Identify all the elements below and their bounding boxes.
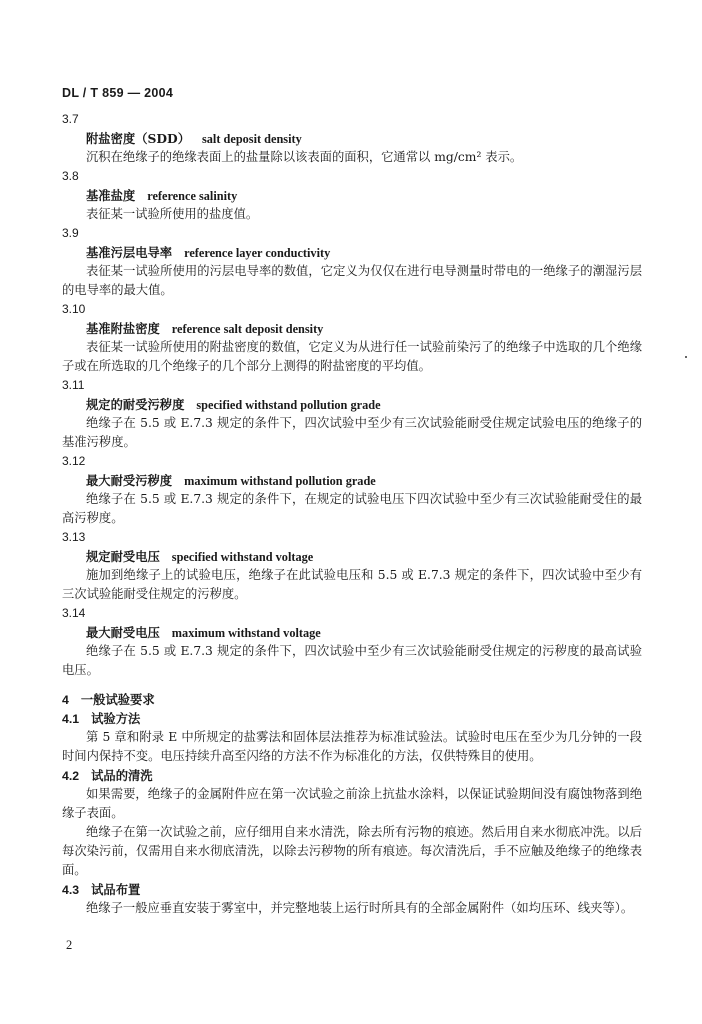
term-heading xyxy=(62,243,642,262)
definition-3-11 xyxy=(62,376,642,452)
term-en: maximum withstand voltage xyxy=(171,626,321,640)
definition-text: 表征某一试验所使用的盐度值。 xyxy=(86,207,259,221)
term-heading xyxy=(62,547,642,566)
clause-text: 第 5 章和附录 E 中所规定的盐雾法和固体层法推荐为标准试验法。试验时电压在至少为几分钟的一段时间内保持不变。电压持续升高至闪络的方法不作为标准化的方法，仅供特殊目的使用。 xyxy=(62,730,642,763)
term-heading xyxy=(62,471,642,490)
definition-text: 绝缘子在 5.5 或 E.7.3 规定的条件下，四次试验中至少有三次试验能耐受住规定试验电压的绝缘子的基准污秽度。 xyxy=(62,416,642,449)
term-cn: 附盐密度（SDD） xyxy=(86,131,190,146)
subclause-number: 4.3 xyxy=(62,883,80,897)
term-cn: 基准附盐密度 xyxy=(86,321,160,336)
clause-number: 3.7 xyxy=(62,112,79,126)
definition-text: 表征某一试验所使用的附盐密度的数值，它定义为从进行任一试验前染污了的绝缘子中选取的几个绝缘子或在所选取的几个绝缘子的几个部分上测得的附盐密度的平均值。 xyxy=(62,340,642,373)
definition-3-14 xyxy=(62,604,642,680)
clause-number: 3.12 xyxy=(62,454,86,468)
term-en: reference layer conductivity xyxy=(184,246,331,260)
term-en: specified withstand voltage xyxy=(171,550,314,564)
page-number: 2 xyxy=(66,938,73,952)
subclause-title: 试品布置 xyxy=(91,882,141,897)
clause-text: 绝缘子一般应垂直安装于雾室中，并完整地装上运行时所具有的全部金属附件（如均压环、线夹等）。 xyxy=(86,901,634,915)
document-body xyxy=(62,110,642,918)
subclause-number: 4.1 xyxy=(62,712,80,726)
term-cn: 基准污层电导率 xyxy=(86,245,173,260)
term-cn: 规定的耐受污秽度 xyxy=(86,397,185,412)
term-heading xyxy=(62,186,642,205)
term-cn: 规定耐受电压 xyxy=(86,549,160,564)
term-heading xyxy=(62,129,642,148)
definition-3-13 xyxy=(62,528,642,604)
scan-speck xyxy=(685,356,687,358)
definition-3-12 xyxy=(62,452,642,528)
definition-3-7 xyxy=(62,110,642,167)
term-en: maximum withstand pollution grade xyxy=(184,474,376,488)
term-cn: 最大耐受污秽度 xyxy=(86,473,173,488)
definition-3-10 xyxy=(62,300,642,376)
section-number: 4 xyxy=(62,693,69,707)
definition-text: 表征某一试验所使用的污层电导率的数值，它定义为仅仅在进行电导测量时带电的一绝缘子的潮湿污层的电导率的最大值。 xyxy=(62,264,642,297)
definition-text: 沉积在绝缘子的绝缘表面上的盐量除以该表面的面积，它通常以 mg/cm² 表示。 xyxy=(86,150,523,164)
subclause-heading xyxy=(62,709,642,728)
subclause-title: 试验方法 xyxy=(91,711,141,726)
subclause-heading xyxy=(62,880,642,899)
subclause-number: 4.2 xyxy=(62,769,80,783)
clause-number: 3.10 xyxy=(62,302,86,316)
definition-3-9 xyxy=(62,224,642,300)
term-heading xyxy=(62,395,642,414)
term-en: reference salinity xyxy=(147,189,238,203)
clause-text: 如果需要，绝缘子的金属附件应在第一次试验之前涂上抗盐水涂料，以保证试验期间没有腐蚀物落到绝缘子表面。 xyxy=(62,787,642,820)
section-title: 一般试验要求 xyxy=(80,692,155,707)
clause-4-1 xyxy=(62,709,642,766)
term-en: reference salt deposit density xyxy=(171,322,324,336)
term-cn: 基准盐度 xyxy=(86,188,136,203)
term-heading xyxy=(62,319,642,338)
clause-number: 3.9 xyxy=(62,226,79,240)
section-4-heading xyxy=(62,690,642,709)
clause-number: 3.8 xyxy=(62,169,79,183)
subclause-heading xyxy=(62,766,642,785)
definition-text: 绝缘子在 5.5 或 E.7.3 规定的条件下，四次试验中至少有三次试验能耐受住规定的污秽度的最高试验电压。 xyxy=(62,644,642,677)
definition-text: 施加到绝缘子上的试验电压，绝缘子在此试验电压和 5.5 或 E.7.3 规定的条件下，四次试验中至少有三次试验能耐受住规定的污秽度。 xyxy=(62,568,642,601)
clause-4-3 xyxy=(62,880,642,918)
standard-header: DL / T 859 — 2004 xyxy=(62,86,174,100)
clause-number: 3.14 xyxy=(62,606,86,620)
term-cn: 最大耐受电压 xyxy=(86,625,160,640)
term-en: salt deposit density xyxy=(202,132,302,146)
clause-text: 绝缘子在第一次试验之前，应仔细用自来水清洗，除去所有污物的痕迹。然后用自来水彻底冲洗。以后每次染污前，仅需用自来水彻底清洗，以除去污秽物的所有痕迹。每次清洗后，手不应触及绝缘子的绝缘表面。 xyxy=(62,825,642,877)
term-en: specified withstand pollution grade xyxy=(196,398,381,412)
clause-4-2 xyxy=(62,766,642,880)
definition-text: 绝缘子在 5.5 或 E.7.3 规定的条件下，在规定的试验电压下四次试验中至少有三次试验能耐受住的最高污秽度。 xyxy=(62,492,642,525)
term-heading xyxy=(62,623,642,642)
subclause-title: 试品的清洗 xyxy=(91,768,153,783)
clause-number: 3.11 xyxy=(62,378,85,392)
definition-3-8 xyxy=(62,167,642,224)
clause-number: 3.13 xyxy=(62,530,86,544)
